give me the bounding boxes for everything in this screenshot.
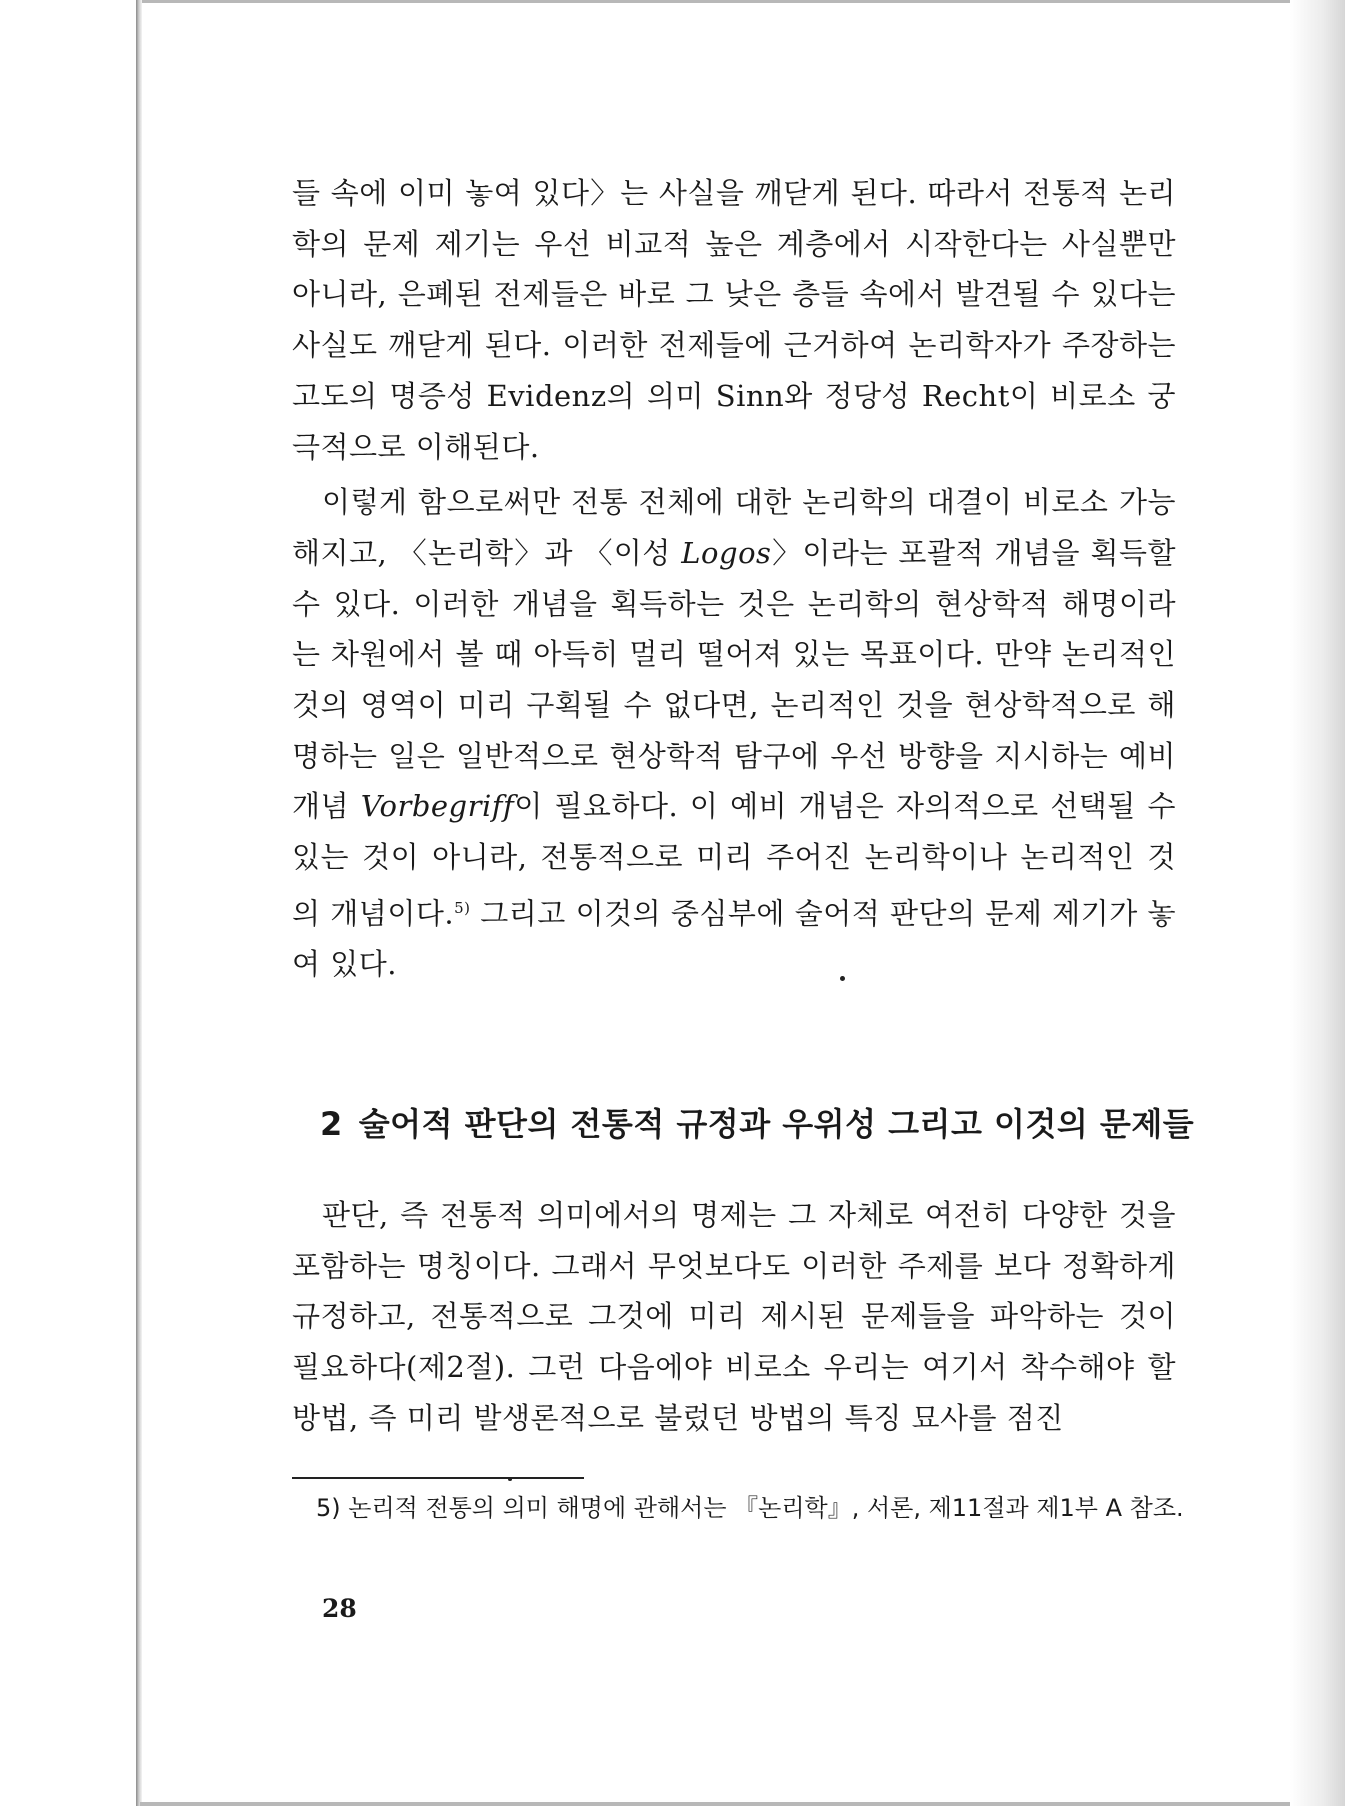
- page-right-shadow: [1290, 0, 1345, 1806]
- paragraph-2-text-c: 이 필요하다. 이 예비 개념은 자의적으로 선택될 수 있는 것이 아니라, 전통적으로 미리 주어진 논리학이나 논리적인 것의 개념이다.: [292, 789, 1176, 931]
- section-number: 2: [320, 1104, 343, 1143]
- stray-mark: [840, 976, 845, 981]
- paragraph-3: 판단, 즉 전통적 의미에서의 명제는 그 자체로 여전히 다양한 것을 포함하는 명칭이다. 그래서 무엇보다도 이러한 주제를 보다 정확하게 규정하고, 전통적으로 그것에 미리 제시된 문제들을 파악하는 것이 필요하다(제2절). 그런 다음에야 비로소 우리는 여기서 착수해야 할 방법, 즉 미리 발생론적으로 불렀던 방법의 특징 묘사를 점진: [292, 1197, 1176, 1435]
- footnote-reference: 5): [454, 898, 471, 917]
- page-bottom-edge: [140, 1802, 1345, 1806]
- page-binding-edge: [136, 0, 142, 1806]
- paragraph-2-text-d: 그리고 이것의 중심부에 술어적 판단의 문제 제기가 놓여 있다.: [292, 896, 1176, 982]
- page-number: 28: [322, 1594, 357, 1623]
- section-heading: [292, 1102, 1195, 1146]
- term-vorbegriff: Vorbegriff: [360, 789, 515, 824]
- section-title: 술어적 판단의 전통적 규정과 우위성 그리고 이것의 문제들: [358, 1104, 1195, 1143]
- term-logos: Logos: [681, 535, 772, 570]
- paragraph-2: [292, 477, 1176, 990]
- paragraph-2-text-b: 〉이라는 포괄적 개념을 획득할 수 있다. 이러한 개념을 획득하는 것은 논리학의 현상학적 해명이라는 차원에서 볼 때 아득히 멀리 떨어져 있는 목표이다. 만약 논리적인 것의 영역이 미리 구획될 수 없다면, 논리적인 것을 현상학적으로 해명하는 일은 일반적으로 현상학적 탐구에 우선 방향을 지시하는 예비 개념: [292, 535, 1176, 824]
- page-top-edge: [140, 0, 1345, 3]
- footnote-5: 5) 논리적 전통의 의미 해명에 관해서는 『논리학』, 서론, 제11절과 제1부 A 참조.: [316, 1494, 1184, 1523]
- paragraph-2-text-a: 이렇게 함으로써만 전통 전체에 대한 논리학의 대결이 비로소 가능해지고, 〈논리학〉과 〈이성: [292, 485, 1176, 570]
- page-body: [292, 168, 1195, 1525]
- stray-mark: [508, 1478, 512, 1481]
- paragraph-1: 들 속에 이미 놓여 있다〉는 사실을 깨닫게 된다. 따라서 전통적 논리학의 문제 제기는 우선 비교적 높은 계층에서 시작한다는 사실뿐만 아니라, 은폐된 전제들은 바로 그 낮은 층들 속에서 발견될 수 있다는 사실도 깨닫게 된다. 이러한 전제들에 근거하여 논리학자가 주장하는 고도의 명증성 Evidenz의 의미 Sinn와 정당성 Recht이 비로소 궁극적으로 이해된다.: [292, 176, 1176, 464]
